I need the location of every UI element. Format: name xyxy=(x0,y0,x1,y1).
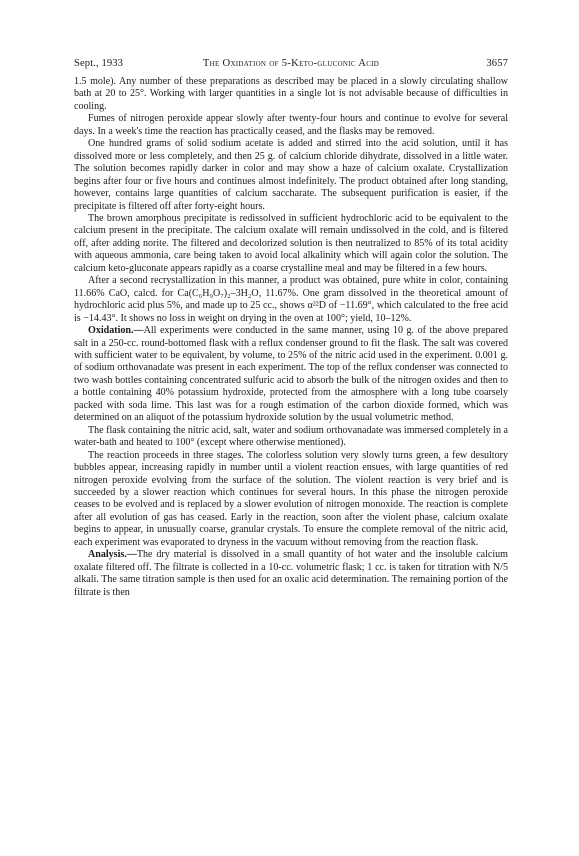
paragraph xyxy=(74,425,508,450)
paragraph-text: The reaction proceeds in three stages. The colorless solution very slowly turns green, a few desultory bubbles appear, increasing rapidly in number until a violent reaction ensues, with large quantities of red nitrogen peroxide evolving from the surface of the solution. The violent reaction is very brief and is succeeded by a slower reaction which continues for several hours. In this phase the nitrogen peroxide ceases to be evolved and is replaced by a slower evolution of nitrogen monoxide. The reaction is complete after all evolution of gas has ceased. Early in the reaction, soon after the violent phase, calcium oxalate begins to appear, in unusually coarse, granular crystals. To ensure the complete removal of the nitric acid, each experiment was evaporated to dryness in the vacuum without removing from the reaction flask. xyxy=(74,449,508,548)
paragraph-text: One hundred grams of solid sodium acetate is added and stirred into the acid solution, until it has dissolved more or less completely, and then 25 g. of calcium chloride dihydrate, dissolved in a little water. The solution becomes rapidly darker in color and may show a haze of calcium oxalate. Crystallization begins after four or five hours and continues almost indefinitely. The product obtained after long standing, however, contains large quantities of calcium saccharate. The subsequent purification is easier, if the precipitate is filtered off after forty-eight hours. xyxy=(74,138,508,212)
paragraph xyxy=(74,76,508,113)
header-title: The Oxidation of 5-Keto-gluconic Acid xyxy=(202,58,380,69)
page-number: 3657 xyxy=(486,58,508,69)
paragraph-text: All experiments were conducted in the same manner, using 10 g. of the above prepared salt in a 250-cc. round-bottomed flask with a reflux condenser ground to fit the flask. The salt was covered with sufficient water to be equivalent, by volume, to 25% of the nitric acid used in the experiment. 0.001 g. of sodium orthovanadate was present in each experiment. The top of the reflux condenser was connected to two wash bottles containing concentrated sulfuric acid to absorb the bulk of the nitrogen oxides and then to a bottle containing 40% potassium hydroxide, protected from the atmosphere with a long tube coarsely packed with soda lime. This last was for a rough estimation of the carbon dioxide formed, which was determined on an aliquot of the potassium hydroxide solution by the usual volumetric method. xyxy=(74,325,508,424)
paragraph-text: The flask containing the nitric acid, salt, water and sodium orthovanadate was immersed completely in a water-bath and heated to 100° (except where otherwise mentioned). xyxy=(74,424,508,449)
paragraph xyxy=(74,113,508,138)
paragraph-text: The brown amorphous precipitate is redissolved in sufficient hydrochloric acid to be equivalent to the calcium present in the precipitate. The calcium oxalate will remain undissolved in the cold, and is filtered off, after adding norite. The filtered and decolorized solution is then neutralized to 85% of its total acidity with aqueous ammonia, care being taken to avoid local alkalinity which will again color the solution. The calcium keto-gluconate appears rapidly as a coarse crystalline meal and may be filtered in a few hours. xyxy=(74,212,508,274)
paragraph xyxy=(74,549,508,599)
article-body xyxy=(74,76,508,599)
paragraph xyxy=(74,138,508,213)
paragraph-text: Fumes of nitrogen peroxide appear slowly after twenty-four hours and continue to evolve for several days. In a week's time the reaction has practically ceased, and the flasks may be removed. xyxy=(74,113,508,137)
section-heading-oxidation: Oxidation.— xyxy=(88,325,144,337)
running-header xyxy=(74,58,508,76)
journal-page xyxy=(74,58,508,599)
paragraph xyxy=(74,325,508,425)
paragraph-text: After a second recrystallization in this manner, a product was obtained, pure white in color, containing 11.66% CaO, calcd. for Ca(C₆H₉O₇)₂–3H₂O, 11.67%. One gram dissolved in the theoretical amount of hydrochloric acid plus 5%, and made up to 25 cc., shows α²²D of −11.69°, which calculated to the free acid is −14.43°. It shows no loss in weight on drying in the oven at 100°; yield, 10–12%. xyxy=(74,275,508,324)
paragraph xyxy=(74,275,508,325)
paragraph-text: 1.5 mole). Any number of these preparations as described may be placed in a slowly circulating shallow bath at 20 to 25°. Working with larger quantities in a single lot is not advisable because of difficulties in cooling. xyxy=(74,76,508,112)
paragraph xyxy=(74,450,508,550)
section-heading-analysis: Analysis.— xyxy=(88,549,137,561)
paragraph xyxy=(74,213,508,275)
paragraph-text: The dry material is dissolved in a small quantity of hot water and the insoluble calcium oxalate filtered off. The filtrate is collected in a 10-cc. volumetric flask; 1 cc. is taken for titration with N/5 alkali. The same titration sample is then used for an oxalic acid determination. The remaining portion of the filtrate is then xyxy=(74,549,508,598)
header-date: Sept., 1933 xyxy=(74,58,124,69)
